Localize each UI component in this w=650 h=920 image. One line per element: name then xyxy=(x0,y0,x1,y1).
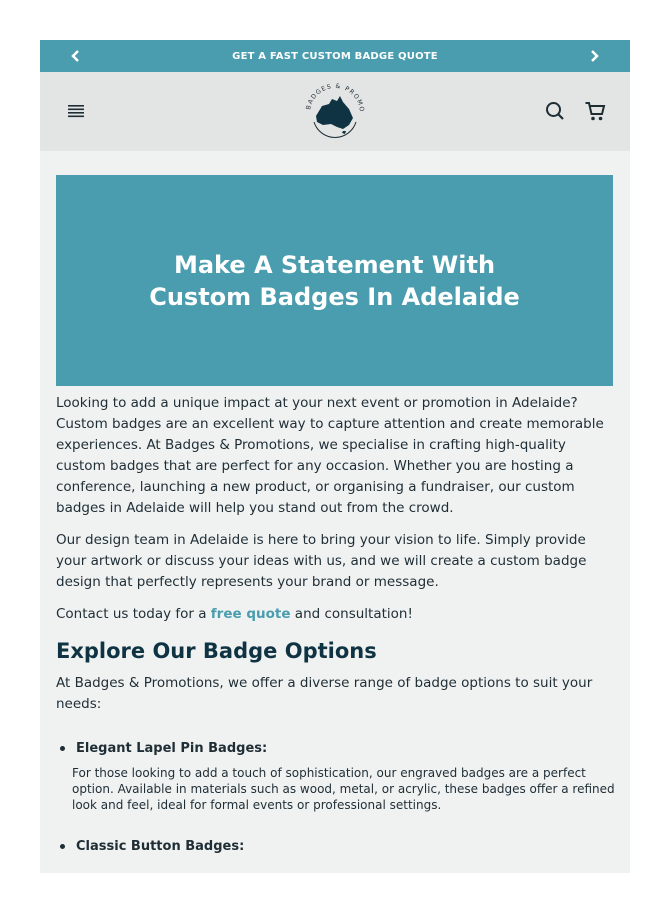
chevron-left-icon xyxy=(70,49,82,63)
site-header xyxy=(40,72,630,151)
next-announcement-button[interactable] xyxy=(558,40,630,72)
list-item-title: Classic Button Badges: xyxy=(76,839,245,854)
cart-button[interactable] xyxy=(584,100,606,122)
list-item xyxy=(56,839,616,854)
intro-paragraph-1: Looking to add a unique impact at your next event or promotion in Adelaide? Custom badges are an excellent way to capture attention and create memorable experiences. At Badges & Promotions, we specialise in crafting high-quality custom badges that are perfect for any occasion. Whether you are hosting a conference, launching a new product, or organising a fundraiser, our custom badges in Adelaide will help you stand out from the crowd. xyxy=(56,395,604,516)
list-item-description: For those looking to add a touch of sophistication, our engraved badges are a perfect option. Available in materials such as wood, metal, or acrylic, these badges offer a refined look and feel, ideal for formal events or professional settings. xyxy=(72,766,615,812)
main-content xyxy=(56,393,616,863)
options-intro: At Badges & Promotions, we offer a diverse range of badge options to suit your needs: xyxy=(56,675,593,712)
announcement-bar xyxy=(40,40,630,72)
bullet-icon xyxy=(60,746,65,751)
announcement-text[interactable]: GET A FAST CUSTOM BADGE QUOTE xyxy=(232,50,438,62)
menu-button[interactable] xyxy=(66,102,86,120)
cart-icon xyxy=(584,100,606,122)
chevron-right-icon xyxy=(588,49,600,63)
svg-text:BADGES & PROMOTIONS: BADGES & PROMO xyxy=(305,82,366,114)
hero-banner xyxy=(56,175,613,386)
consultation-text: and consultation! xyxy=(290,606,413,622)
prev-announcement-button[interactable] xyxy=(40,40,112,72)
bullet-icon xyxy=(60,844,65,849)
list-item xyxy=(56,741,616,756)
list-item-title: Elegant Lapel Pin Badges: xyxy=(76,741,268,756)
site-logo[interactable] xyxy=(302,82,368,144)
options-heading: Explore Our Badge Options xyxy=(56,639,377,663)
hamburger-icon xyxy=(66,102,86,120)
search-icon xyxy=(544,100,566,122)
search-button[interactable] xyxy=(544,100,566,122)
hero-title: Make A Statement With Custom Badges In Adelaide xyxy=(149,250,520,311)
free-quote-link[interactable]: free quote xyxy=(210,606,291,622)
contact-text: Contact us today for a xyxy=(56,606,211,622)
intro-paragraph-2: Our design team in Adelaide is here to bring your vision to life. Simply provide your artwork or discuss your ideas with us, and we will create a custom badge design that perfectly represents your brand or message. xyxy=(56,532,587,590)
australia-logo-icon xyxy=(302,82,368,144)
page-frame xyxy=(40,40,630,873)
intro-paragraph-3 xyxy=(56,604,616,625)
